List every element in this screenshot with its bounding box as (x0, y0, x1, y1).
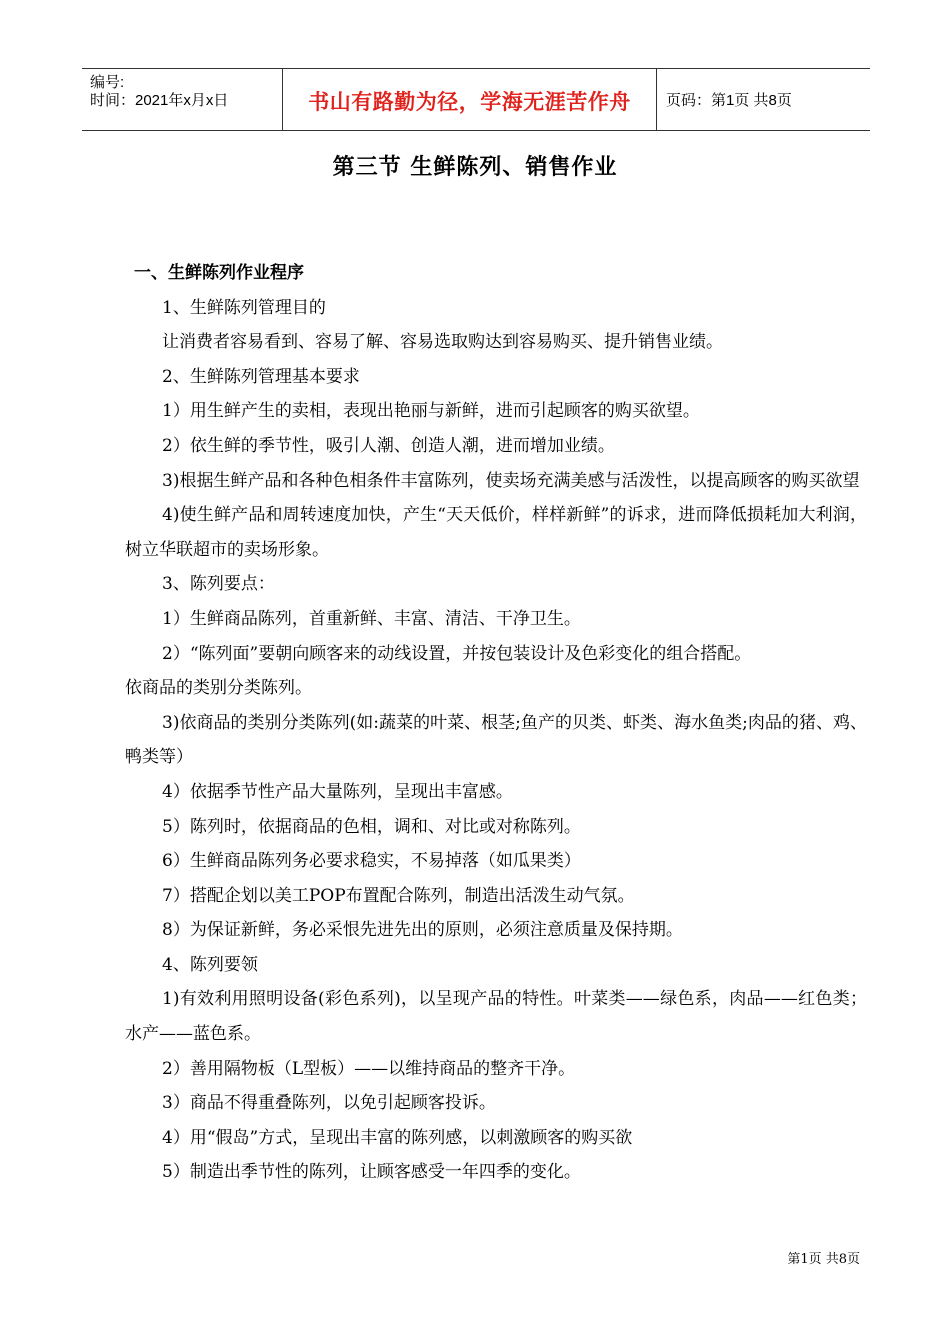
paragraph: 2、生鲜陈列管理基本要求 (162, 366, 360, 387)
paragraph: 1)有效利用照明设备(彩色系列)，以呈现产品的特性。叶菜类——绿色系，肉品——红色类；水产——蓝色系。 (125, 989, 867, 1045)
paragraph: 4)使生鲜产品和周转速度加快，产生“天天低价，样样新鲜”的诉求，进而降低损耗加大利润，树立华联超市的卖场形象。 (125, 505, 867, 560)
header-page-info: 页码：第1页 共8页 (666, 92, 792, 109)
header-motto: 书山有路勤为径，学海无涯苦作舟 (308, 90, 631, 114)
document-number-label: 编号: (90, 74, 125, 91)
paragraph: 7）搭配企划以美工POP布置配合陈列，制造出活泼生动气氛。 (162, 885, 635, 906)
header-middle-cell (282, 69, 657, 130)
page-footer: 第1页 共8页 (787, 1252, 860, 1267)
paragraph: 2）依生鲜的季节性，吸引人潮、创造人潮，进而增加业绩。 (162, 435, 615, 456)
paragraph: 5）制造出季节性的陈列，让顾客感受一年四季的变化。 (162, 1162, 581, 1183)
header-left-cell (82, 69, 282, 130)
paragraph: 3)根据生鲜产品和各种色相条件丰富陈列，使卖场充满美感与活泼性，以提高顾客的购买欲望 (162, 470, 860, 491)
paragraph: 1、生鲜陈列管理目的 (162, 297, 326, 318)
paragraph: 3)依商品的类别分类陈列(如:蔬菜的叶菜、根茎;鱼产的贝类、虾类、海水鱼类;肉品的猪、鸡、鸭类等） (125, 712, 867, 768)
paragraph: 4）用“假岛”方式，呈现出丰富的陈列感，以刺激顾客的购买欲 (162, 1127, 633, 1148)
document-date-label: 时间：2021年x月x日 (90, 92, 229, 109)
paragraph: 3、陈列要点： (162, 574, 275, 595)
paragraph: 2）善用隔物板（L型板）——以维持商品的整齐干净。 (162, 1058, 576, 1079)
paragraph: 6）生鲜商品陈列务必要求稳实，不易掉落（如瓜果类） (162, 851, 581, 872)
paragraph: 4、陈列要领 (162, 954, 258, 975)
paragraph: 4）依据季节性产品大量陈列，呈现出丰富感。 (162, 781, 513, 802)
paragraph: 依商品的类别分类陈列。 (125, 678, 312, 699)
paragraph: 让消费者容易看到、容易了解、容易选取购达到容易购买、提升销售业绩。 (162, 332, 723, 353)
paragraph: 1）生鲜商品陈列，首重新鲜、丰富、清洁、干净卫生。 (162, 608, 581, 629)
document-body (125, 256, 867, 1190)
page-header (82, 68, 870, 131)
paragraph: 8）为保证新鲜，务必采恨先进先出的原则，必须注意质量及保持期。 (162, 920, 683, 941)
paragraph: 5）陈列时，依据商品的色相，调和、对比或对称陈列。 (162, 816, 581, 837)
section-heading: 一、生鲜陈列作业程序 (134, 263, 304, 283)
paragraph: 2）“陈列面”要朝向顾客来的动线设置，并按包装设计及色彩变化的组合搭配。 (162, 643, 752, 664)
paragraph: 1）用生鲜产生的卖相，表现出艳丽与新鲜，进而引起顾客的购买欲望。 (162, 401, 700, 422)
section-title: 第三节 生鲜陈列、销售作业 (332, 155, 618, 180)
paragraph: 3）商品不得重叠陈列，以免引起顾客投诉。 (162, 1093, 496, 1114)
header-right-cell (656, 69, 870, 130)
